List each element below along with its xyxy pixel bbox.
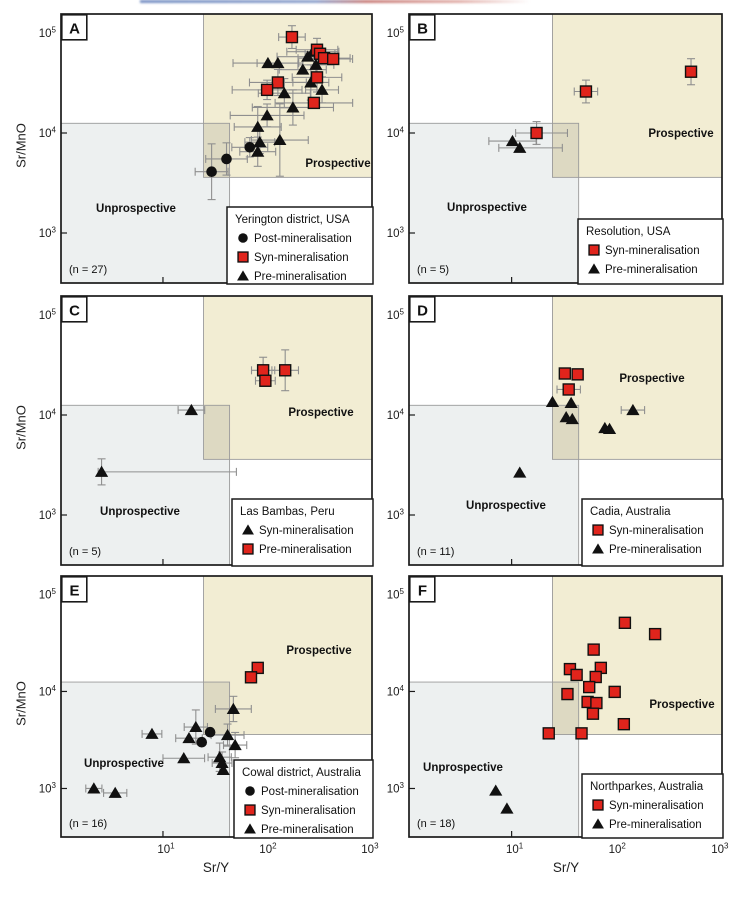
- unprospective-label: Unprospective: [100, 506, 180, 518]
- y-tick-label: $10^3$: [38, 780, 56, 796]
- legend-entry-label: Syn-mineralisation: [261, 805, 356, 817]
- y-tick-label: $10^5$: [386, 586, 404, 602]
- panel-letter: A: [69, 20, 80, 38]
- marker-square: [308, 97, 319, 108]
- panel-B: [387, 14, 723, 284]
- marker-square: [245, 672, 256, 683]
- prospective-label: Prospective: [619, 373, 685, 385]
- unprospective-label: Unprospective: [423, 762, 503, 774]
- panel-letter: C: [69, 302, 80, 320]
- legend-F: [582, 774, 723, 838]
- marker-square: [243, 544, 253, 554]
- panel-letter: E: [69, 582, 80, 600]
- marker-square: [619, 617, 630, 628]
- y-tick-label: $10^4$: [38, 125, 56, 140]
- marker-square: [588, 644, 599, 655]
- marker-square: [531, 128, 542, 139]
- legend-entry-label: Syn-mineralisation: [609, 800, 704, 812]
- legend-entry-label: Pre-mineralisation: [261, 824, 354, 836]
- marker-square: [280, 365, 291, 376]
- marker-square: [576, 728, 587, 739]
- panel-D: [387, 296, 723, 566]
- legend-D: [582, 499, 723, 566]
- marker-square: [590, 671, 601, 682]
- legend-title: Yerington district, USA: [235, 214, 350, 226]
- y-tick-label: $10^4$: [386, 683, 404, 699]
- marker-square: [559, 368, 570, 379]
- marker-square: [593, 800, 603, 810]
- marker-square: [245, 805, 255, 815]
- n-count-label: (n = 27): [69, 264, 108, 276]
- marker-square: [311, 72, 322, 83]
- legend-entry-label: Post-mineralisation: [261, 786, 359, 798]
- legend-entry-label: Pre-mineralisation: [609, 819, 702, 831]
- y-axis-label-row1: Sr/MnO: [13, 123, 29, 168]
- n-count-label: (n = 18): [417, 818, 456, 830]
- marker-circle: [221, 154, 232, 165]
- unprospective-label: Unprospective: [84, 758, 164, 770]
- marker-square: [650, 629, 661, 640]
- marker-square: [593, 525, 603, 535]
- marker-square: [589, 245, 599, 255]
- legend-title: Las Bambas, Peru: [240, 506, 335, 518]
- n-count-label: (n = 11): [417, 546, 455, 558]
- legend-C: [232, 499, 373, 566]
- y-tick-label: $10^4$: [386, 407, 404, 422]
- marker-square: [571, 669, 582, 680]
- prospective-label: Prospective: [305, 158, 371, 170]
- marker-square: [572, 369, 583, 380]
- legend-entry-label: Syn-mineralisation: [605, 245, 700, 257]
- legend-entry-label: Syn-mineralisation: [609, 525, 704, 537]
- marker-square: [609, 686, 620, 697]
- marker-circle: [196, 737, 207, 748]
- marker-circle: [206, 166, 217, 177]
- legend-A: [227, 207, 373, 284]
- unprospective-label: Unprospective: [96, 203, 176, 215]
- prospective-label: Prospective: [648, 128, 714, 140]
- y-tick-label: $10^4$: [38, 683, 56, 699]
- x-tick-label: $10^3$: [711, 841, 729, 856]
- y-tick-label: $10^3$: [38, 225, 56, 240]
- prospective-label: Prospective: [288, 407, 354, 419]
- legend-title: Resolution, USA: [586, 226, 671, 238]
- marker-square: [563, 384, 574, 395]
- legend-entry-label: Pre-mineralisation: [254, 271, 347, 283]
- x-axis-label-right: Sr/Y: [552, 860, 580, 875]
- marker-square: [328, 53, 339, 64]
- y-tick-label: $10^4$: [386, 125, 404, 140]
- n-count-label: (n = 5): [69, 546, 102, 558]
- legend-E: [234, 760, 373, 838]
- panel-C: [39, 296, 373, 566]
- marker-square: [580, 86, 591, 97]
- unprospective-label: Unprospective: [447, 202, 527, 214]
- x-axis-label-left: Sr/Y: [202, 860, 230, 875]
- legend-title: Northparkes, Australia: [590, 781, 704, 793]
- legend-entry-label: Pre-mineralisation: [259, 544, 352, 556]
- region-overlap: [204, 405, 230, 459]
- x-tick-label: $10^2$: [608, 841, 626, 856]
- prospective-label: Prospective: [649, 699, 715, 711]
- marker-square: [584, 682, 595, 693]
- legend-title: Cowal district, Australia: [242, 767, 361, 779]
- x-tick-label: $10^1$: [157, 841, 175, 856]
- legend-entry-label: Pre-mineralisation: [605, 264, 698, 276]
- y-tick-label: $10^3$: [38, 507, 56, 522]
- panel-E: [39, 576, 379, 856]
- marker-circle: [238, 233, 248, 243]
- marker-square: [260, 375, 271, 386]
- panel-letter: F: [417, 582, 428, 600]
- panel-A: [39, 14, 373, 284]
- y-tick-label: $10^5$: [386, 25, 404, 40]
- y-axis-label-row2: Sr/MnO: [13, 405, 29, 450]
- marker-square: [258, 365, 269, 376]
- x-tick-label: $10^2$: [259, 841, 277, 856]
- marker-square: [286, 32, 297, 43]
- marker-circle: [205, 727, 216, 738]
- marker-square: [686, 66, 697, 77]
- legend-entry-label: Syn-mineralisation: [254, 252, 349, 264]
- legend-entry-label: Post-mineralisation: [254, 233, 352, 245]
- unprospective-label: Unprospective: [466, 500, 546, 512]
- marker-square: [587, 708, 598, 719]
- panel-F: [387, 576, 729, 856]
- marker-square: [562, 689, 573, 700]
- marker-circle: [245, 786, 255, 796]
- y-tick-label: $10^4$: [38, 407, 56, 422]
- marker-circle: [244, 142, 255, 153]
- y-tick-label: $10^3$: [386, 780, 404, 796]
- legend-entry-label: Syn-mineralisation: [259, 525, 354, 537]
- y-tick-label: $10^5$: [38, 586, 56, 602]
- marker-square: [543, 728, 554, 739]
- marker-square: [591, 698, 602, 709]
- panel-letter: D: [417, 302, 428, 320]
- marker-square: [238, 252, 248, 262]
- x-tick-label: $10^3$: [361, 841, 379, 856]
- legend-B: [578, 219, 723, 284]
- y-tick-label: $10^3$: [386, 225, 404, 240]
- region-overlap: [552, 123, 578, 177]
- y-tick-label: $10^5$: [38, 307, 56, 322]
- n-count-label: (n = 16): [69, 818, 108, 830]
- x-tick-label: $10^1$: [505, 841, 524, 856]
- marker-square: [262, 84, 273, 95]
- panel-letter: B: [417, 20, 428, 38]
- y-tick-label: $10^5$: [38, 25, 56, 40]
- y-axis-label-row3: Sr/MnO: [13, 681, 29, 726]
- marker-square: [272, 77, 283, 88]
- marker-square: [618, 719, 629, 730]
- y-tick-label: $10^3$: [386, 507, 404, 522]
- legend-title: Cadia, Australia: [590, 506, 671, 518]
- legend-entry-label: Pre-mineralisation: [609, 544, 702, 556]
- prospective-label: Prospective: [286, 645, 352, 657]
- n-count-label: (n = 5): [417, 264, 450, 276]
- y-tick-label: $10^5$: [386, 307, 404, 322]
- marker-triangle: [229, 739, 242, 750]
